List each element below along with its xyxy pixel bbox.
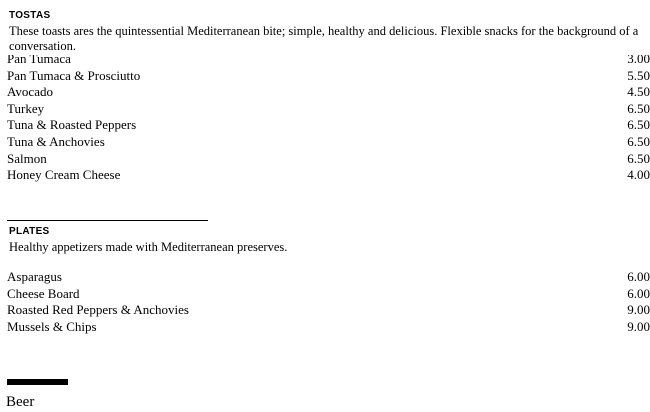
menu-item [0, 151, 650, 168]
item-price: 6.50 [627, 150, 650, 166]
item-name: Roasted Red Peppers & Anchovies [7, 302, 189, 318]
item-price: 9.00 [627, 302, 650, 318]
item-name: Honey Cream Cheese [7, 167, 121, 183]
tostas-description: These toasts ares the quintessential Mediterranean bite; simple, healthy and delicious. Flexible snacks for the background of a conversation. [9, 24, 639, 53]
menu-item [0, 319, 650, 336]
item-price: 4.00 [627, 167, 650, 183]
tostas-heading: TOSTAS [9, 10, 51, 21]
item-name: Avocado [7, 84, 53, 100]
item-name: Turkey [7, 100, 45, 116]
tostas-item-list-viewport [0, 55, 650, 195]
item-name: Salmon [7, 150, 47, 166]
beer-heading: Beer [6, 394, 35, 410]
menu-item [0, 302, 650, 319]
item-name: Tuna & Anchovies [7, 133, 105, 149]
plates-item-list [0, 269, 650, 335]
section-divider-thick [7, 379, 68, 385]
menu-item [0, 101, 650, 118]
menu-item [0, 134, 650, 151]
item-name: Pan Tumaca & Prosciutto [7, 67, 141, 83]
item-price: 6.00 [627, 285, 650, 301]
item-price: 9.00 [627, 318, 650, 334]
item-name: Asparagus [7, 269, 62, 284]
item-price: 5.50 [627, 67, 650, 83]
menu-item [0, 286, 650, 303]
menu-item [0, 55, 650, 68]
menu-item [0, 68, 650, 85]
menu-item [0, 117, 650, 134]
plates-heading: PLATES [9, 226, 50, 237]
item-name: Tuna & Roasted Peppers [7, 117, 137, 133]
item-price: 6.50 [627, 117, 650, 133]
menu-item [0, 269, 650, 286]
item-price: 6.00 [627, 269, 650, 284]
plates-description: Healthy appetizers made with Mediterranean preserves. [9, 240, 288, 254]
item-name: Cheese Board [7, 285, 80, 301]
item-price: 3.00 [627, 55, 650, 66]
item-name: Pan Tumaca [7, 55, 71, 66]
item-price: 4.50 [627, 84, 650, 100]
item-price: 6.50 [627, 100, 650, 116]
tostas-item-list [0, 55, 650, 184]
menu-item [0, 167, 650, 184]
section-divider [7, 220, 208, 221]
menu-item [0, 84, 650, 101]
item-price: 6.50 [627, 133, 650, 149]
item-name: Mussels & Chips [7, 318, 97, 334]
